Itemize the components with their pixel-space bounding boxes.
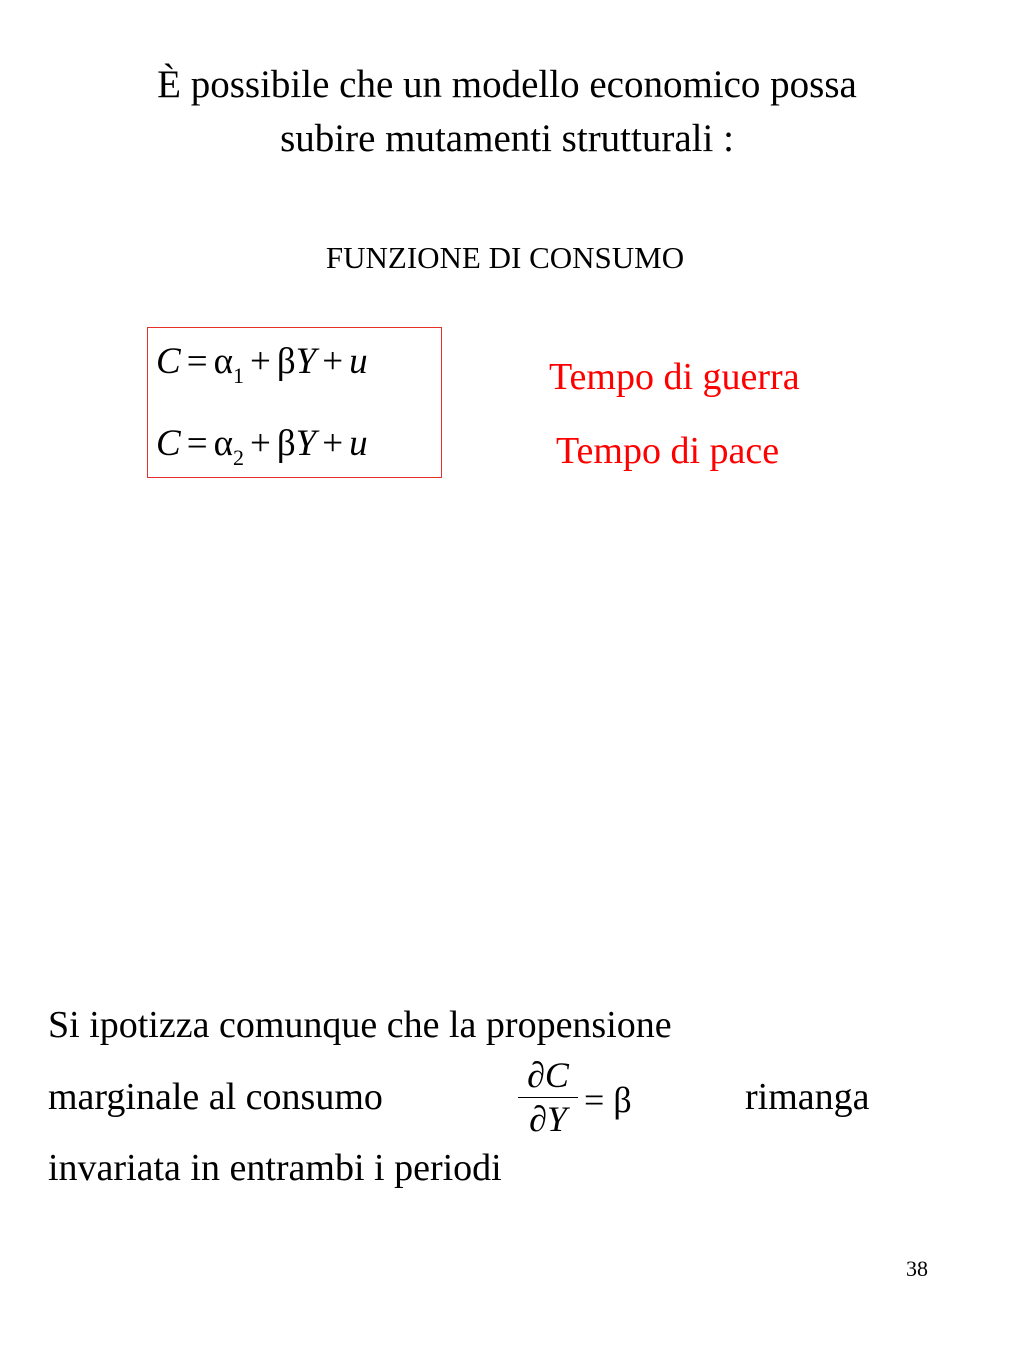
- label-peace-time: Tempo di pace: [556, 430, 780, 472]
- eq-beta: β: [276, 341, 296, 382]
- title-line-2: subire mutamenti strutturali :: [280, 117, 734, 160]
- eq-y: Y: [295, 423, 317, 464]
- paragraph-line-3: invariata in entrambi i periodi: [48, 1147, 502, 1189]
- section-heading: FUNZIONE DI CONSUMO: [325, 240, 685, 275]
- eq-y: Y: [295, 341, 317, 382]
- eq-plus: +: [322, 423, 344, 464]
- eq-subscript: 2: [232, 445, 244, 470]
- equation-peace: [156, 422, 368, 470]
- eq-plus: +: [249, 423, 271, 464]
- eq-equals: =: [186, 423, 208, 464]
- paragraph-line-1: Si ipotizza comunque che la propensione: [48, 1004, 672, 1046]
- derivative-numerator: ∂C: [527, 1055, 569, 1095]
- fraction-bar: [518, 1097, 578, 1098]
- eq-alpha: α: [213, 423, 233, 464]
- eq-u: u: [349, 341, 368, 382]
- eq-lhs: C: [156, 341, 181, 382]
- eq-lhs: C: [156, 423, 181, 464]
- derivative-result: [584, 1080, 632, 1120]
- label-war-time: Tempo di guerra: [549, 356, 800, 398]
- eq-beta: β: [276, 423, 296, 464]
- equation-war: [156, 340, 368, 388]
- eq-equals: =: [186, 341, 208, 382]
- derivative-fraction: [518, 1056, 578, 1138]
- eq-plus: +: [249, 341, 271, 382]
- derivative-beta: β: [613, 1080, 632, 1120]
- eq-subscript: 1: [232, 363, 244, 388]
- eq-plus: +: [322, 341, 344, 382]
- paragraph-line-2-end: rimanga: [745, 1076, 870, 1118]
- derivative-denominator: ∂Y: [529, 1099, 567, 1139]
- paragraph-line-2-start: marginale al consumo: [48, 1076, 383, 1118]
- page-number: 38: [906, 1256, 928, 1281]
- eq-u: u: [349, 423, 368, 464]
- title-line-1: È possibile che un modello economico possa: [157, 63, 857, 106]
- derivative-equals: =: [584, 1080, 605, 1120]
- slide-title: [0, 58, 1014, 166]
- eq-alpha: α: [213, 341, 233, 382]
- equation-box: [147, 327, 442, 478]
